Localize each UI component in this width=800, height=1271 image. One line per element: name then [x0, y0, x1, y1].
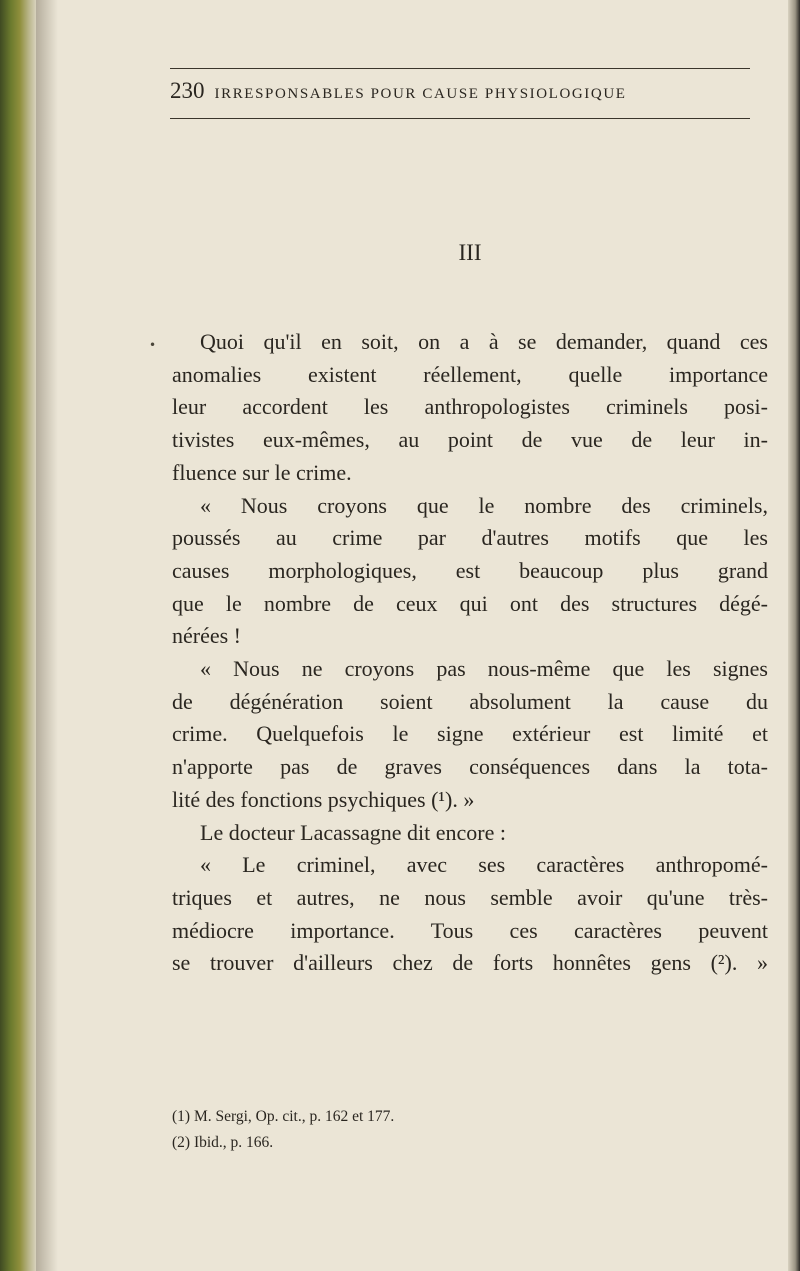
text-line: Le docteur Lacassagne dit encore : — [200, 819, 507, 845]
running-head — [170, 78, 770, 104]
text-line: anomalies existent réellement, quelle importance — [172, 361, 768, 387]
gutter-shadow — [36, 0, 58, 1271]
text-line: médiocre importance. Tous ces caractères peuvent — [172, 917, 768, 943]
page-number: 230 — [170, 78, 205, 103]
text-line: n'apporte pas de graves conséquences dans la tota- — [172, 754, 768, 780]
text-line: poussés au crime par d'autres motifs que les — [172, 525, 768, 551]
text-line: « Nous croyons que le nombre des criminels, — [200, 492, 768, 518]
running-title: IRRESPONSABLES POUR CAUSE PHYSIOLOGIQUE — [214, 86, 627, 102]
header-rule-top — [170, 68, 750, 69]
text-line: lité des fonctions psychiques (¹). » — [172, 786, 475, 812]
text-line: de dégénération soient absolument la cause du — [172, 688, 768, 714]
body-text — [172, 326, 768, 980]
text-line: triques et autres, ne nous semble avoir qu'une très- — [172, 884, 768, 910]
text-line: causes morphologiques, est beaucoup plus grand — [172, 557, 768, 583]
page-edge — [788, 0, 800, 1271]
footnote-2: (2) Ibid., p. 166. — [172, 1134, 274, 1151]
text-line: fluence sur le crime. — [172, 459, 352, 485]
text-line: « Le criminel, avec ses caractères anthropomé- — [200, 852, 768, 878]
text-line: Quoi qu'il en soit, on a à se demander, quand ces — [200, 329, 768, 354]
header-rule-bottom — [170, 118, 750, 119]
book-binding — [0, 0, 36, 1271]
footnote-1: (1) M. Sergi, Op. cit., p. 162 et 177. — [172, 1108, 395, 1125]
section-number: III — [458, 240, 482, 265]
text-line: tivistes eux-mêmes, au point de vue de leur in- — [172, 427, 768, 453]
text-line: leur accordent les anthropologistes criminels posi- — [172, 394, 768, 420]
text-line: nérées ! — [172, 623, 242, 649]
text-line: se trouver d'ailleurs chez de forts honnêtes gens (²). » — [172, 950, 768, 976]
footnotes — [172, 1104, 768, 1156]
text-line: que le nombre de ceux qui ont des structures dégé- — [172, 590, 768, 616]
margin-mark: • — [149, 338, 157, 352]
text-line: crime. Quelquefois le signe extérieur est limité et — [172, 721, 768, 747]
text-line: « Nous ne croyons pas nous-même que les signes — [200, 656, 768, 682]
